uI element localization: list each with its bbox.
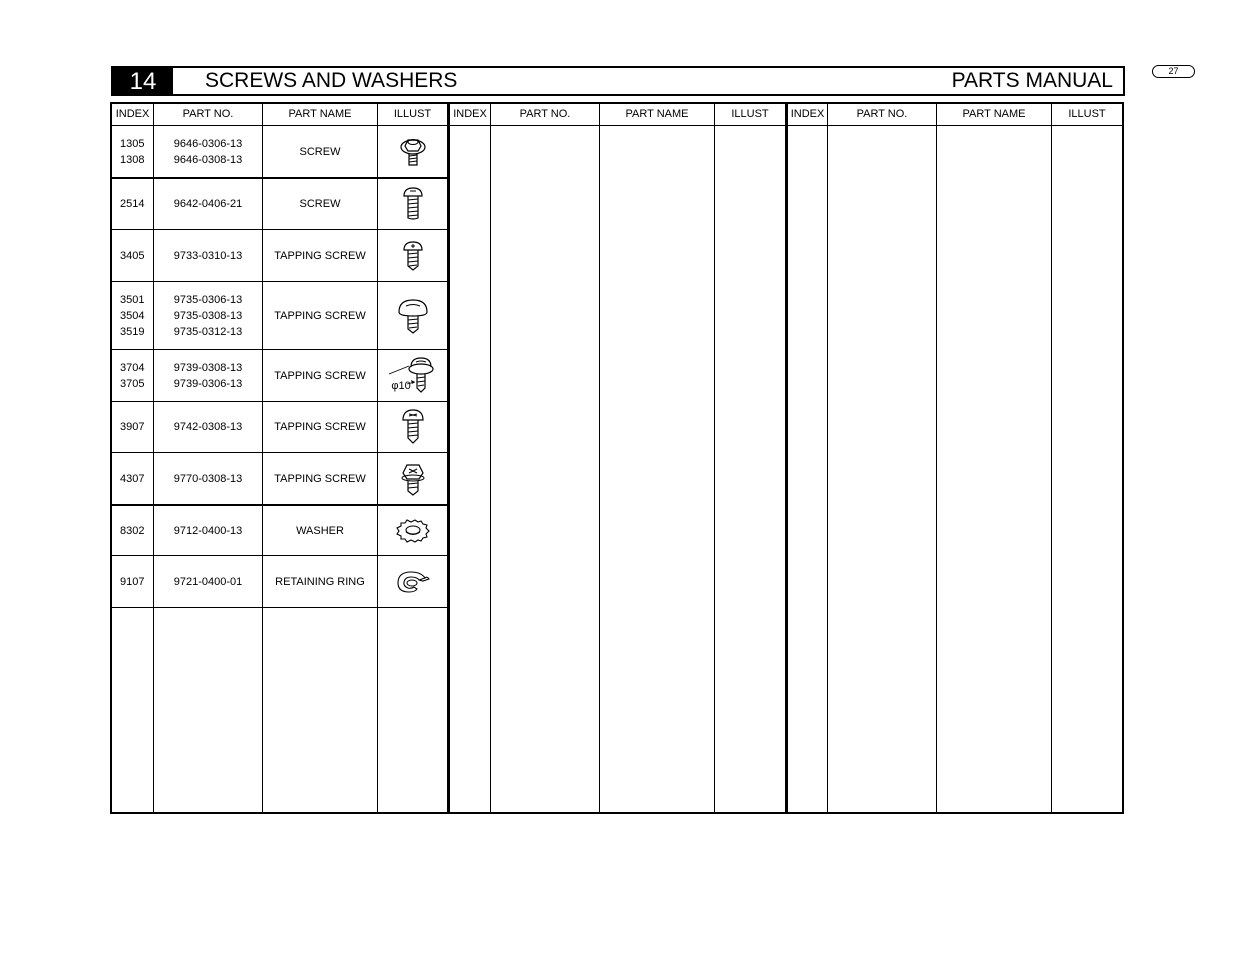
row-index: 3405: [120, 249, 145, 262]
row-index: 1305 1308: [120, 137, 145, 166]
header-index: INDEX: [790, 108, 825, 120]
header-part-name: PART NAME: [288, 108, 352, 120]
parts-table: [110, 102, 1124, 814]
page-number-badge: 27: [1152, 65, 1195, 78]
header-part-name: PART NAME: [625, 108, 689, 120]
diameter-label: φ10: [391, 380, 411, 392]
pan-head-screw-icon: [378, 179, 447, 229]
header-index: INDEX: [453, 108, 487, 120]
header-illust: ILLUST: [731, 108, 769, 120]
row-part-no: 9770-0308-13: [173, 472, 243, 485]
header-part-no: PART NO.: [182, 108, 234, 120]
toothed-washer-icon: [378, 506, 447, 555]
row-index: 9107: [120, 575, 145, 588]
row-part-no: 9646-0306-13 9646-0308-13: [173, 137, 243, 166]
hex-head-tapping-screw-icon: [378, 453, 447, 504]
column-divider: [936, 104, 937, 812]
flanged-hex-screw-icon: [378, 126, 447, 177]
row-index: 3501 3504 3519: [120, 293, 145, 338]
row-part-name: SCREW: [299, 145, 341, 158]
section-title: SCREWS AND WASHERS: [205, 69, 458, 92]
column-divider: [490, 104, 491, 812]
truss-head-tapping-screw-icon: [378, 282, 447, 349]
manual-title: PARTS MANUAL: [951, 69, 1113, 92]
row-part-no: 9642-0406-21: [173, 198, 243, 210]
washer-head-tapping-screw-icon: [378, 350, 447, 401]
header-part-name: PART NAME: [962, 108, 1026, 120]
row-index: 8302: [120, 524, 145, 537]
panel-divider: [447, 104, 450, 812]
column-divider: [1051, 104, 1052, 812]
e-ring-icon: [378, 556, 447, 607]
row-part-no: 9721-0400-01: [173, 575, 243, 588]
row-index: 2514: [120, 198, 145, 210]
header-illust: ILLUST: [1068, 108, 1106, 120]
row-separator: [112, 607, 448, 608]
row-part-name: TAPPING SCREW: [274, 421, 366, 433]
section-header: [111, 66, 1125, 96]
column-divider: [599, 104, 600, 812]
row-part-no: 9742-0308-13: [173, 421, 243, 433]
row-part-name: TAPPING SCREW: [274, 472, 366, 485]
header-part-no: PART NO.: [856, 108, 908, 120]
section-number: 14: [113, 68, 173, 94]
row-part-no: 9735-0306-13 9735-0308-13 9735-0312-13: [173, 293, 243, 338]
header-index: INDEX: [115, 108, 150, 120]
row-index: 4307: [120, 472, 145, 485]
column-divider: [827, 104, 828, 812]
row-part-no: 9739-0308-13 9739-0306-13: [173, 361, 243, 390]
column-divider: [714, 104, 715, 812]
row-part-name: WASHER: [296, 524, 344, 537]
header-part-no: PART NO.: [519, 108, 571, 120]
row-part-name: RETAINING RING: [275, 575, 365, 588]
header-illust: ILLUST: [393, 108, 432, 120]
row-part-name: TAPPING SCREW: [274, 309, 366, 322]
round-head-tapping-screw-icon: [378, 402, 447, 452]
row-index: 3907: [120, 421, 145, 433]
row-part-no: 9712-0400-13: [173, 524, 243, 537]
row-part-name: SCREW: [299, 198, 341, 210]
row-part-name: TAPPING SCREW: [274, 369, 366, 382]
row-part-no: 9733-0310-13: [173, 249, 243, 262]
pan-head-tapping-screw-icon: [378, 230, 447, 281]
panel-divider: [785, 104, 788, 812]
row-part-name: TAPPING SCREW: [274, 249, 366, 262]
row-index: 3704 3705: [120, 361, 145, 390]
